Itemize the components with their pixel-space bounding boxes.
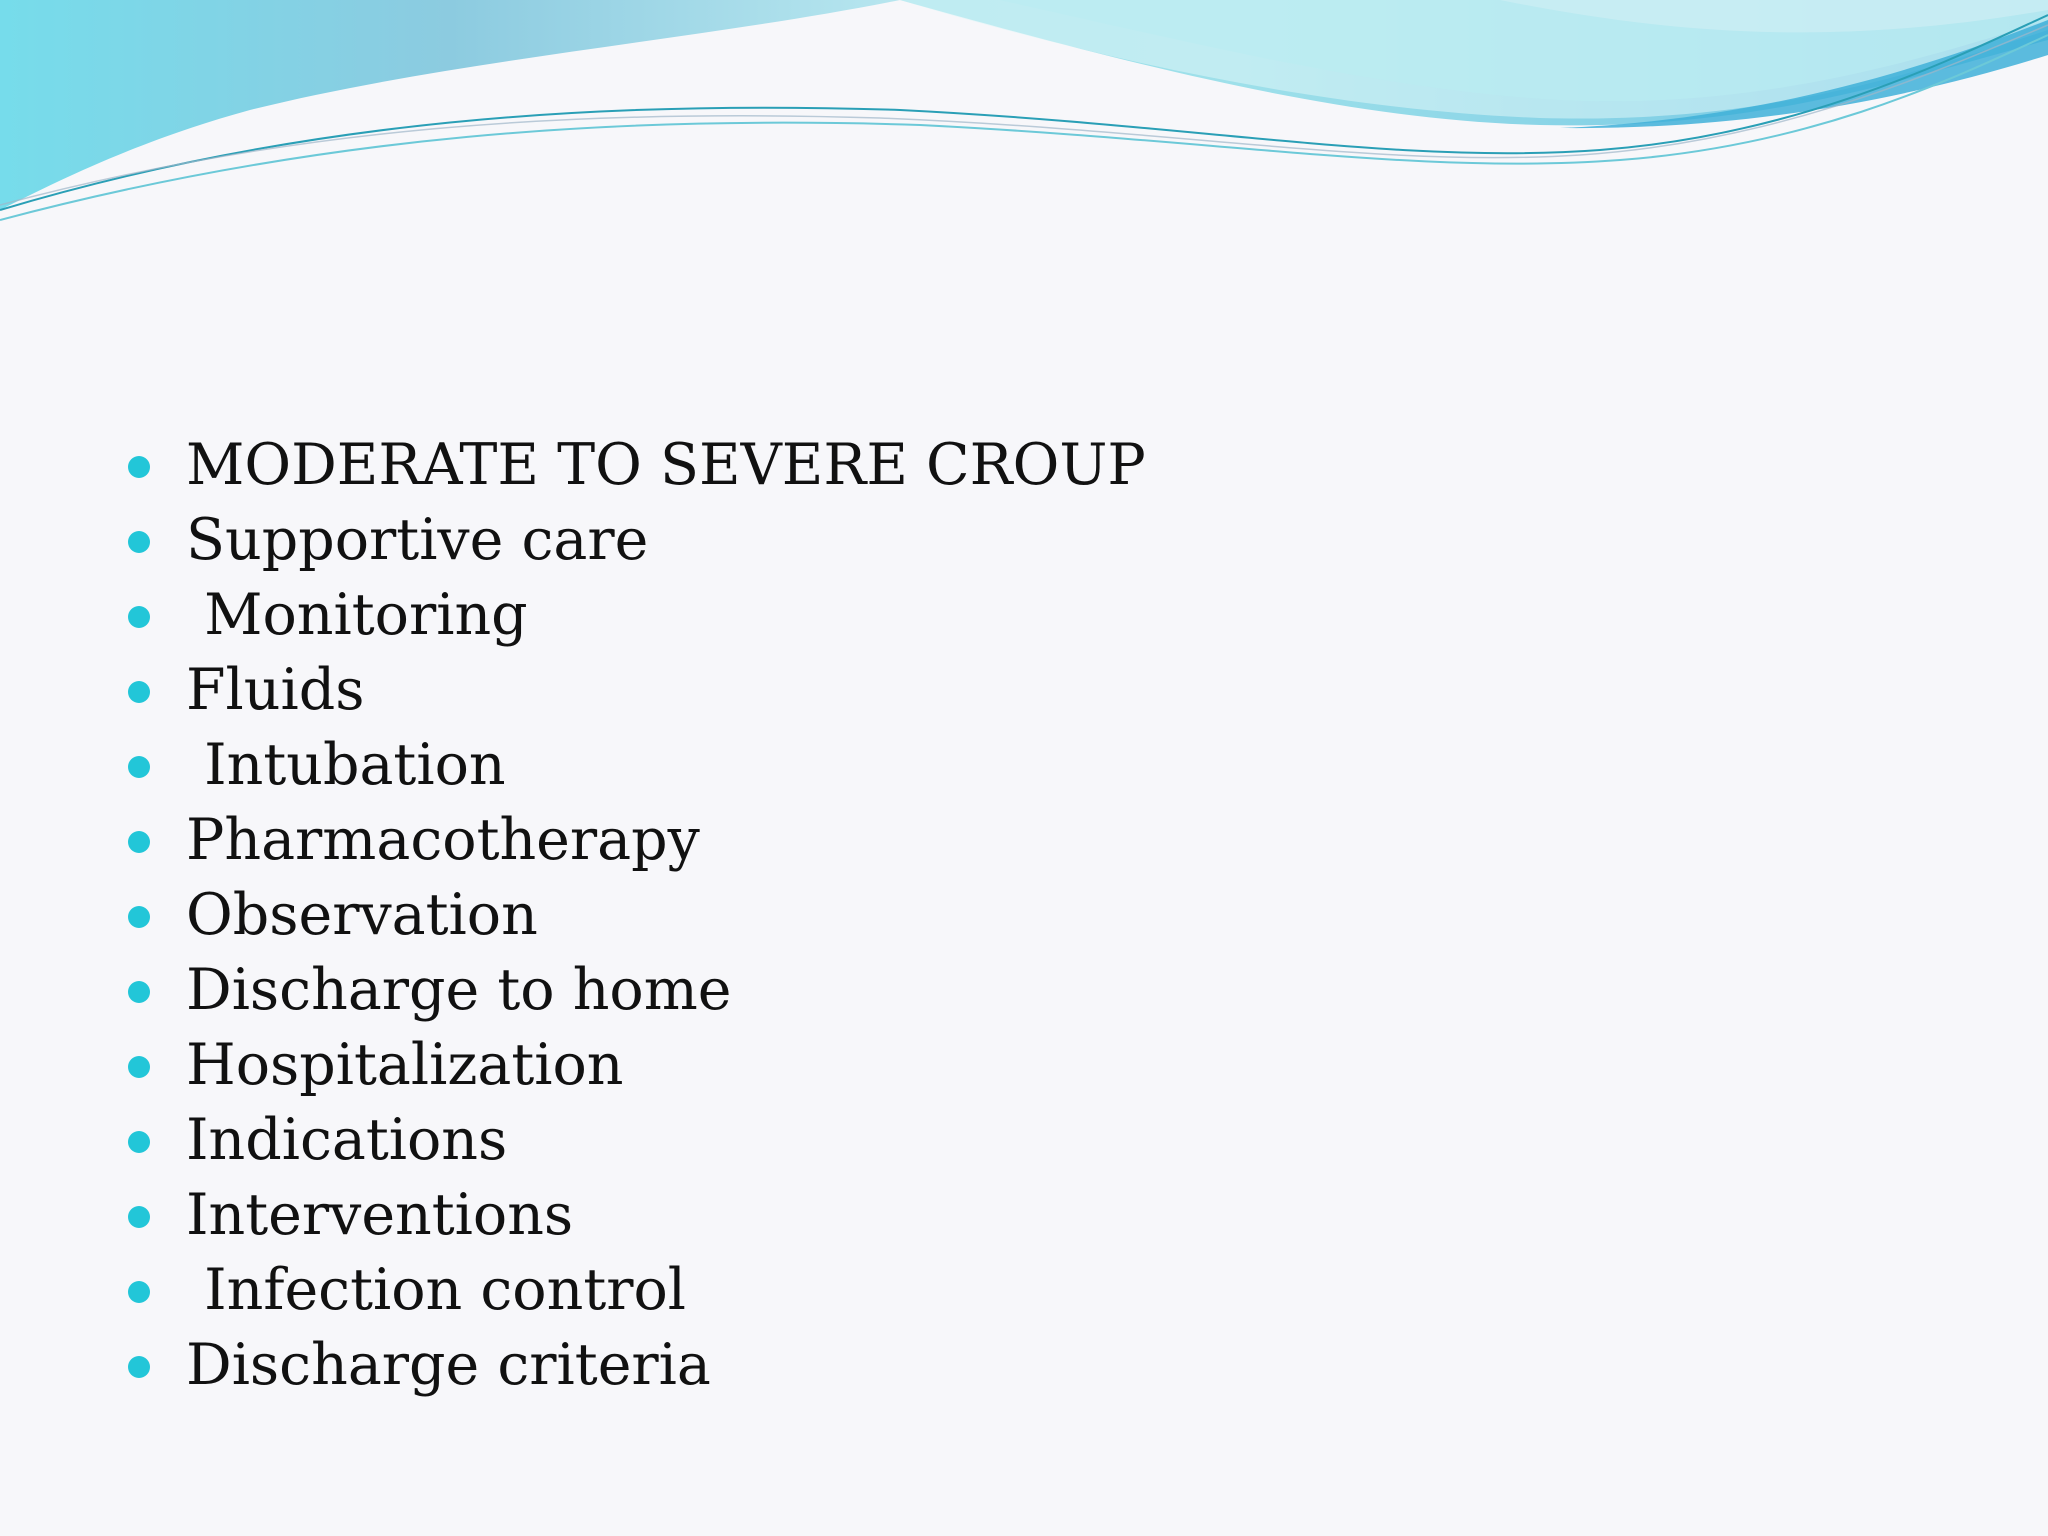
bullet-dot-icon	[128, 681, 150, 703]
bullet-item	[128, 1103, 1146, 1178]
bullet-text: Interventions	[186, 1182, 574, 1248]
bullet-dot-icon	[128, 456, 150, 478]
bullet-item	[128, 1178, 1146, 1253]
bullet-list	[128, 428, 1146, 1403]
bullet-text: Supportive care	[186, 507, 649, 573]
bullet-text: Pharmacotherapy	[186, 807, 700, 873]
bullet-text: Intubation	[186, 732, 506, 798]
bullet-item	[128, 728, 1146, 803]
bullet-text: Observation	[186, 882, 538, 948]
bullet-dot-icon	[128, 1281, 150, 1303]
bullet-dot-icon	[128, 831, 150, 853]
bullet-text: Discharge to home	[186, 957, 732, 1023]
bullet-dot-icon	[128, 606, 150, 628]
bullet-item	[128, 1253, 1146, 1328]
bullet-text: Discharge criteria	[186, 1332, 711, 1398]
bullet-item	[128, 428, 1146, 503]
bullet-dot-icon	[128, 906, 150, 928]
bullet-item	[128, 803, 1146, 878]
bullet-dot-icon	[128, 531, 150, 553]
bullet-text: Indications	[186, 1107, 508, 1173]
bullet-item	[128, 878, 1146, 953]
bullet-text: Infection control	[186, 1257, 687, 1323]
bullet-text: Hospitalization	[186, 1032, 624, 1098]
bullet-dot-icon	[128, 756, 150, 778]
bullet-text: Fluids	[186, 657, 365, 723]
bullet-dot-icon	[128, 981, 150, 1003]
bullet-dot-icon	[128, 1131, 150, 1153]
bullet-text: Monitoring	[186, 582, 528, 648]
bullet-dot-icon	[128, 1206, 150, 1228]
header-wave-decoration	[0, 0, 2048, 240]
bullet-item	[128, 1028, 1146, 1103]
bullet-item	[128, 1328, 1146, 1403]
bullet-item	[128, 953, 1146, 1028]
bullet-item	[128, 503, 1146, 578]
bullet-item	[128, 653, 1146, 728]
bullet-dot-icon	[128, 1356, 150, 1378]
bullet-text: MODERATE TO SEVERE CROUP	[186, 432, 1146, 498]
bullet-dot-icon	[128, 1056, 150, 1078]
bullet-item	[128, 578, 1146, 653]
